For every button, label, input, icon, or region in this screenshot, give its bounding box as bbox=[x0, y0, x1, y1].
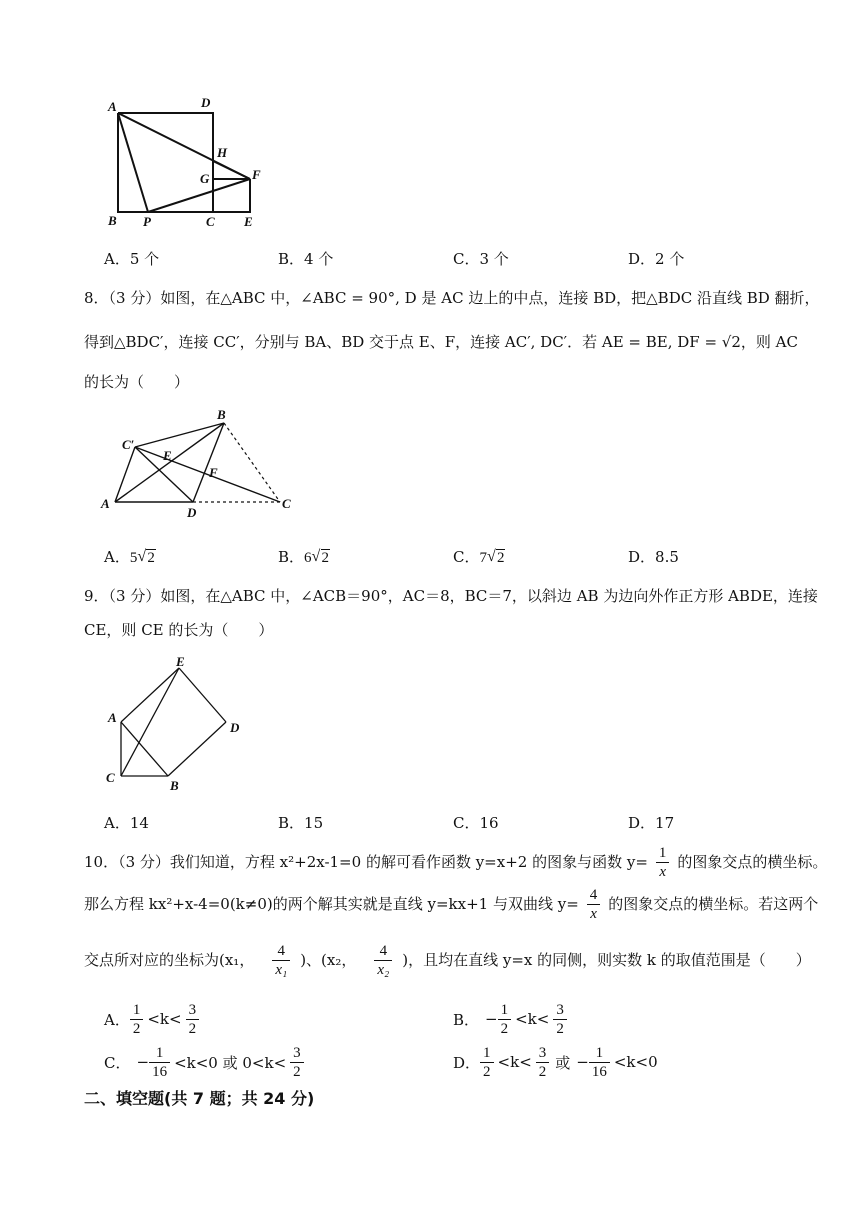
q8-stem-line1: 8．（3 分）如图，在△ABC 中，∠ABC = 90°, D 是 AC 边上的中点，连接 BD，把△BDC 沿直线 BD 翻折， bbox=[84, 289, 820, 307]
q10-frac-1-over-x bbox=[656, 844, 670, 881]
q8-label-A: A bbox=[101, 496, 110, 511]
q9-option-d[interactable]: D．17 bbox=[628, 814, 675, 832]
frac-numerator: 1 bbox=[658, 844, 667, 861]
q8-stem-line3: 的长为（ ） bbox=[84, 373, 190, 391]
q8-option-b-value: 6 bbox=[304, 550, 312, 566]
sqrt-sign-icon: √ 2 bbox=[311, 548, 330, 566]
q10-line1-b: 的图象交点的横坐标。 bbox=[677, 853, 828, 871]
q8-option-b[interactable] bbox=[278, 546, 330, 567]
q10-option-c-label: C． bbox=[104, 1053, 131, 1072]
q7-label-A: A bbox=[108, 99, 117, 114]
q10-option-b-frac1 bbox=[498, 1001, 512, 1038]
frac-denominator: 2 bbox=[186, 1019, 200, 1038]
q7-option-a[interactable]: A．5 个 bbox=[104, 250, 160, 268]
frac-numerator: 3 bbox=[538, 1044, 547, 1061]
sqrt-sign-icon: √ 2 bbox=[137, 548, 155, 566]
frac-denominator: 2 bbox=[290, 1062, 304, 1081]
q7-label-E: E bbox=[244, 214, 253, 229]
q10-frac-4-over-x1 bbox=[272, 942, 290, 979]
q8-option-a[interactable] bbox=[104, 546, 156, 567]
q9-label-A: A bbox=[108, 710, 117, 725]
q8-option-d[interactable]: D．8.5 bbox=[628, 548, 679, 566]
frac-numerator: 4 bbox=[277, 942, 286, 959]
q8-option-c[interactable] bbox=[453, 546, 505, 567]
q8-label-E: E bbox=[163, 448, 172, 463]
q8-option-b-label: B． bbox=[278, 548, 305, 566]
q10-line2-b: 的图象交点的横坐标。若这两个 bbox=[608, 895, 819, 913]
q10-option-d-frac2 bbox=[536, 1044, 550, 1081]
q8-label-D: D bbox=[187, 505, 197, 520]
q10-option-b-frac2 bbox=[553, 1001, 567, 1038]
frac-numerator: 3 bbox=[188, 1001, 197, 1018]
sqrt-sign-icon: √ 2 bbox=[486, 548, 505, 566]
q8-option-a-value: 5 bbox=[129, 550, 138, 566]
q9-option-a[interactable]: A．14 bbox=[104, 814, 149, 832]
q8-figure bbox=[95, 405, 305, 520]
q10-option-b-mid: <k< bbox=[515, 1010, 550, 1028]
q10-option-d-or: 或 bbox=[555, 1053, 571, 1072]
frac-denominator: 2 bbox=[130, 1019, 144, 1038]
q10-option-a-mid: <k< bbox=[147, 1010, 182, 1028]
frac-numerator: 1 bbox=[483, 1044, 491, 1061]
q10-line3-a: 交点所对应的坐标为(x₁， bbox=[84, 951, 255, 969]
q8-option-a-radicand: 2 bbox=[147, 550, 155, 566]
q7-label-D: D bbox=[201, 95, 211, 110]
frac-numerator: 4 bbox=[589, 886, 598, 903]
q9-label-D: D bbox=[230, 720, 240, 735]
frac-denominator: 16 bbox=[589, 1062, 610, 1081]
q10-option-d-end: <k<0 bbox=[613, 1053, 658, 1071]
q10-line3-b: )、(x₂， bbox=[300, 951, 357, 969]
q10-option-c-frac1 bbox=[149, 1044, 170, 1081]
q10-option-b[interactable] bbox=[453, 998, 567, 1040]
q9-figure bbox=[100, 652, 260, 797]
q9-option-c[interactable]: C．16 bbox=[453, 814, 499, 832]
frac-numerator: 3 bbox=[293, 1044, 301, 1061]
q7-option-b[interactable]: B．4 个 bbox=[278, 250, 334, 268]
q10-option-c-frac2 bbox=[290, 1044, 304, 1081]
q10-option-a-frac2 bbox=[186, 1001, 200, 1038]
q10-option-d[interactable] bbox=[453, 1041, 658, 1083]
frac-denominator: x₂ bbox=[374, 960, 392, 979]
q9-option-b[interactable]: B．15 bbox=[278, 814, 324, 832]
q10-frac-4-over-x bbox=[587, 886, 601, 923]
q7-option-c[interactable]: C．3 个 bbox=[453, 250, 509, 268]
minus-sign-icon: − bbox=[576, 1053, 589, 1071]
frac-denominator: x₁ bbox=[272, 960, 290, 979]
q8-label-Cprime: C′ bbox=[122, 437, 135, 452]
frac-denominator: 2 bbox=[480, 1062, 494, 1081]
q7-label-B: B bbox=[108, 213, 117, 228]
q8-label-F: F bbox=[209, 465, 218, 480]
q10-option-c-mid: <k<0 或 0<k< bbox=[174, 1053, 287, 1072]
q10-line1-a: 10．（3 分）我们知道，方程 x²+2x-1=0 的解可看作函数 y=x+2 的图象与函数 y= bbox=[84, 853, 648, 871]
q10-option-c[interactable] bbox=[104, 1041, 304, 1083]
q10-option-d-mid: <k< bbox=[497, 1053, 532, 1071]
q8-option-a-label: A． bbox=[104, 548, 130, 566]
q7-label-F: F bbox=[252, 167, 261, 182]
q9-label-E: E bbox=[176, 654, 185, 669]
q8-option-c-label: C． bbox=[453, 548, 480, 566]
q7-label-C: C bbox=[206, 214, 215, 229]
q10-option-a[interactable] bbox=[104, 998, 199, 1040]
q10-option-a-label: A． bbox=[104, 1010, 130, 1029]
frac-numerator: 4 bbox=[379, 942, 388, 959]
q7-label-P: P bbox=[143, 214, 151, 229]
frac-numerator: 3 bbox=[556, 1001, 564, 1018]
q9-label-B: B bbox=[170, 778, 179, 793]
q7-figure bbox=[100, 95, 270, 235]
frac-denominator: 2 bbox=[498, 1019, 512, 1038]
section-heading: 二、填空题(共 7 题；共 24 分) bbox=[84, 1089, 315, 1108]
frac-denominator: 16 bbox=[149, 1062, 170, 1081]
frac-numerator: 1 bbox=[155, 1044, 164, 1061]
q10-stem-line1 bbox=[84, 842, 827, 882]
frac-denominator: x bbox=[587, 904, 601, 923]
q10-option-a-frac1 bbox=[130, 1001, 144, 1038]
q10-stem-line3 bbox=[84, 938, 811, 982]
frac-numerator: 1 bbox=[132, 1001, 141, 1018]
q8-option-b-radicand: 2 bbox=[321, 550, 330, 566]
frac-denominator: 2 bbox=[536, 1062, 550, 1081]
frac-numerator: 1 bbox=[500, 1001, 509, 1018]
q10-option-d-label: D． bbox=[453, 1053, 481, 1072]
q10-option-d-frac1 bbox=[480, 1044, 494, 1081]
q9-stem-line2: CE，则 CE 的长为（ ） bbox=[84, 621, 274, 639]
minus-sign-icon: − bbox=[485, 1010, 498, 1028]
q9-label-C: C bbox=[106, 770, 115, 785]
q8-option-c-value: 7 bbox=[479, 550, 487, 566]
q7-label-H: H bbox=[217, 145, 228, 160]
q8-stem-line2: 得到△BDC′，连接 CC′，分别与 BA、BD 交于点 E、F，连接 AC′, DC′．若 AE = BE, DF = √2，则 AC bbox=[84, 333, 798, 351]
minus-sign-icon: − bbox=[136, 1053, 150, 1071]
q8-label-B: B bbox=[217, 407, 226, 422]
q9-stem-line1: 9．（3 分）如图，在△ABC 中，∠ACB＝90°，AC＝8，BC＝7，以斜边 AB 为边向外作正方形 ABDE，连接 bbox=[84, 587, 818, 605]
frac-denominator: 2 bbox=[553, 1019, 567, 1038]
q10-line2-a: 那么方程 kx²+x-4=0(k≠0)的两个解其实就是直线 y=kx+1 与双曲线 y= bbox=[84, 895, 579, 913]
q7-label-G: G bbox=[200, 171, 210, 186]
frac-numerator: 1 bbox=[595, 1044, 604, 1061]
q10-stem-line2 bbox=[84, 884, 818, 924]
q10-frac-4-over-x2 bbox=[374, 942, 392, 979]
q7-option-d[interactable]: D．2 个 bbox=[628, 250, 685, 268]
q10-option-b-label: B． bbox=[453, 1010, 480, 1029]
frac-denominator: x bbox=[656, 862, 670, 881]
q8-option-c-radicand: 2 bbox=[496, 550, 505, 566]
q10-line3-c: )，且均在直线 y=x 的同侧，则实数 k 的取值范围是（ ） bbox=[402, 951, 811, 969]
q8-label-C: C bbox=[282, 496, 291, 511]
q10-option-d-frac3 bbox=[589, 1044, 610, 1081]
